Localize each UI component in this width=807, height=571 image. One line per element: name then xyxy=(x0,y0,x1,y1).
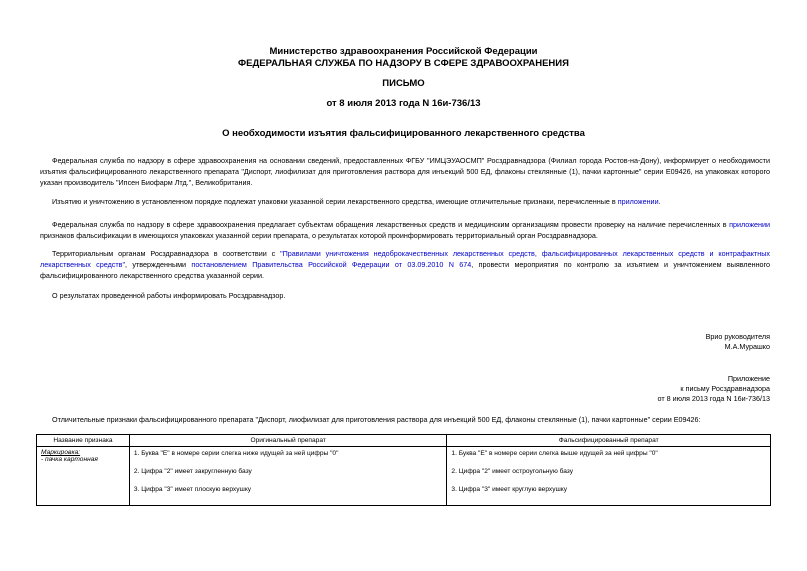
column-header-original: Оригинальный препарат xyxy=(129,435,447,447)
paragraph-4-text-a: Территориальным органам Росздравнадзора в соответствии с xyxy=(52,249,281,258)
column-header-fake: Фальсифицированный препарат xyxy=(447,435,771,447)
features-table xyxy=(36,434,771,506)
table-intro xyxy=(40,414,770,425)
fake-item-1: 1. Буква "Е" в номере серии слегка выше идущей за ней цифры "0" xyxy=(451,450,658,457)
ministry-name: Министерство здравоохранения Российской Федерации xyxy=(269,46,538,57)
appendix-reference: к письму Росздравнадзора xyxy=(680,384,770,393)
paragraph-4-text-b: , утвержденными xyxy=(125,260,192,269)
paragraph-4 xyxy=(40,248,770,281)
appendix-header xyxy=(657,374,770,404)
signature-position: Врио руководителя xyxy=(705,332,770,341)
signature-name: М.А.Мурашко xyxy=(724,342,770,351)
paragraph-5 xyxy=(40,290,770,301)
paragraph-1 xyxy=(40,155,770,188)
signature-block xyxy=(706,332,770,352)
paragraph-3-end: признаков фальсификации в имеющихся упаковках указанной серии препарата, о результатах которой проинформировать территориальный орган Росздравнадзора. xyxy=(40,231,598,240)
paragraph-2-end: . xyxy=(658,197,661,206)
paragraph-4-text-c: , провести мероприятия по контролю за изъятием и уничтожением выявленного фальсифицированного лекарственного средства указанной серии. xyxy=(40,260,771,280)
feature-name-cell xyxy=(37,447,130,506)
fake-cell xyxy=(447,447,771,506)
table-row xyxy=(37,447,771,506)
original-item-2: 2. Цифра "2" имеет закругленную базу xyxy=(133,468,252,475)
original-cell xyxy=(129,447,447,506)
document-subject: О необходимости изъятия фальсифицированного лекарственного средства xyxy=(222,128,585,139)
document-date: от 8 июля 2013 года N 16и-736/13 xyxy=(326,98,481,109)
paragraph-3-text: Федеральная служба по надзору в сфере здравоохранения предлагает субъектам обращения лекарственных средств и медицинским организациям провести проверку на наличие перечисленных в xyxy=(52,220,730,229)
original-item-1: 1. Буква "Е" в номере серии слегка ниже идущей за ней цифры "0" xyxy=(133,450,339,457)
column-header-feature: Название признака xyxy=(37,435,130,447)
paragraph-2 xyxy=(40,196,770,207)
feature-subname: - пачка картонная xyxy=(41,456,98,463)
paragraph-5-text: О результатах проведенной работы информировать Росздравнадзор. xyxy=(52,291,286,300)
feature-name: Маркировка: xyxy=(41,449,81,456)
appendix-link[interactable]: приложении xyxy=(617,197,659,206)
service-name: ФЕДЕРАЛЬНАЯ СЛУЖБА ПО НАДЗОРУ В СФЕРЕ ЗДРАВООХРАНЕНИЯ xyxy=(238,58,569,69)
paragraph-1-text: Федеральная служба по надзору в сфере здравоохранения на основании сведений, предоставленных ФГБУ "ИМЦЭУАОСМП" Росздравнадзора (Филиал города Ростов-на-Дону), информирует о необходимости изъятия фальсифицированного лекарственного препарата "Диспорт, лиофилизат для приготовления раствора для инъекций 500 ЕД, флаконы стеклянные (1), пачки картонные" серии Е09426, на упаковках которого указан производитель "Ипсен Биофарм Лтд.", Великобритания. xyxy=(40,156,770,187)
fake-item-3: 3. Цифра "3" имеет круглую верхушку xyxy=(451,486,568,493)
fake-item-2: 2. Цифра "2" имеет остроугольную базу xyxy=(451,468,574,475)
rules-link[interactable]: "Правилами уничтожения недоброкачественных лекарственных средств, фальсифицированных лекарственных средств и контрафактных лекарственных средств" xyxy=(40,249,770,269)
table-intro-text: Отличительные признаки фальсифицированного препарата "Диспорт, лиофилизат для приготовления раствора для инъекций 500 ЕД, флаконы стеклянные (1), пачки картонные" серии Е09426: xyxy=(52,415,701,424)
appendix-title: Приложение xyxy=(727,374,770,383)
appendix-date: от 8 июля 2013 года N 16и-736/13 xyxy=(657,394,770,403)
paragraph-3 xyxy=(40,219,770,241)
document-type: ПИСЬМО xyxy=(382,78,425,89)
appendix-link-2[interactable]: приложении xyxy=(729,220,770,229)
paragraph-2-text: Изъятию и уничтожению в установленном порядке подлежат упаковки указанной серии лекарственного средства, имеющие отличительные признаки, перечисленные в xyxy=(52,197,618,206)
original-item-3: 3. Цифра "3" имеет плоскую верхушку xyxy=(133,486,252,493)
decree-link[interactable]: постановлением Правительства Российской Федерации от 03.09.2010 N 674 xyxy=(191,260,472,269)
